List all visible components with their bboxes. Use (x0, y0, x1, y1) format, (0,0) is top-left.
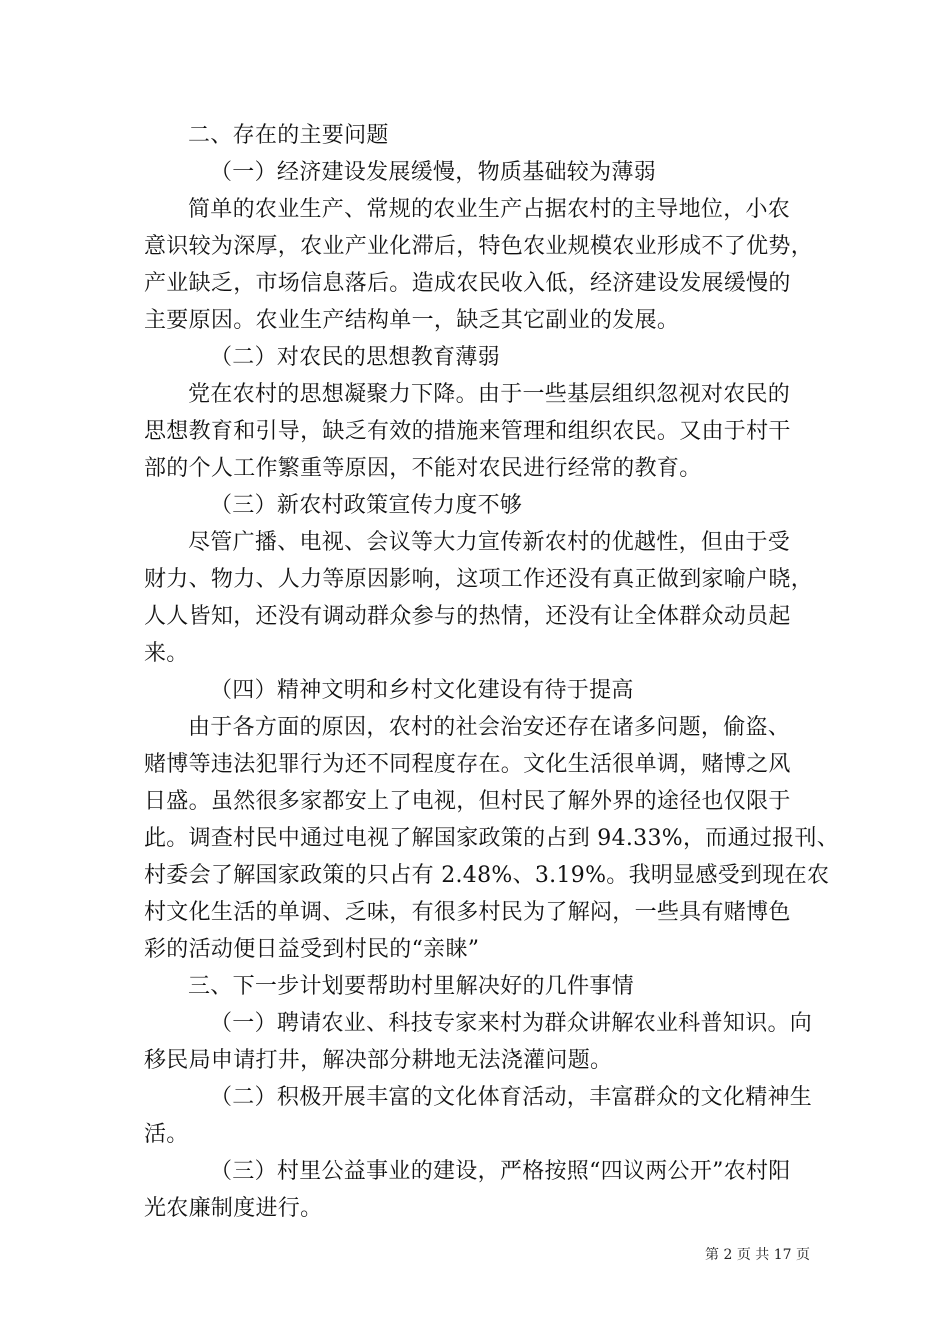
paragraph-line: 产业缺乏，市场信息落后。造成农民收入低，经济建设发展缓慢的 (144, 271, 791, 296)
paragraph-first-line: （二）对农民的思想教育薄弱 (210, 345, 500, 370)
page-number-footer: 第 2 页 共 17 页 (705, 1247, 810, 1263)
document-body (144, 117, 840, 1227)
paragraph-first-line: 由于各方面的原因，农村的社会治安还存在诸多问题，偷盗、 (188, 715, 791, 740)
paragraph-first-line: （一）聘请农业、科技专家来村为群众讲解农业科普知识。向 (210, 1011, 813, 1036)
paragraph-first-line: （三）新农村政策宣传力度不够 (210, 493, 523, 518)
paragraph-line: 来。 (144, 641, 189, 666)
paragraph-line: 主要原因。农业生产结构单一，缺乏其它副业的发展。 (144, 308, 680, 333)
paragraph-line: 村文化生活的单调、乏味，有很多村民为了解闷，一些具有赌博色 (144, 900, 791, 925)
paragraph-line: 财力、物力、人力等原因影响，这项工作还没有真正做到家喻户晓， (144, 567, 814, 592)
paragraph-line: 人人皆知，还没有调动群众参与的热情，还没有让全体群众动员起 (144, 604, 791, 629)
paragraph-first-line: 尽管广播、电视、会议等大力宣传新农村的优越性，但由于受 (188, 530, 791, 555)
paragraph-line: 日盛。虽然很多家都安上了电视，但村民了解外界的途径也仅限于 (144, 789, 791, 814)
paragraph-line: 村委会了解国家政策的只占有 2.48%、3.19%。我明显感受到现在农 (144, 863, 830, 888)
paragraph-first-line: 三、下一步计划要帮助村里解决好的几件事情 (188, 974, 635, 999)
paragraph-first-line: （四）精神文明和乡村文化建设有待于提高 (210, 678, 634, 703)
paragraph-line: 活。 (144, 1122, 189, 1147)
paragraph-first-line: （一）经济建设发展缓慢，物质基础较为薄弱 (210, 160, 657, 185)
paragraph-first-line: 简单的农业生产、常规的农业生产占据农村的主导地位，小农 (188, 197, 791, 222)
paragraph-line: 思想教育和引导，缺乏有效的措施来管理和组织农民。又由于村干 (144, 419, 791, 444)
paragraph-line: 意识较为深厚，农业产业化滞后，特色农业规模农业形成不了优势， (144, 234, 814, 259)
paragraph-line: 移民局申请打井，解决部分耕地无法浇灌问题。 (144, 1048, 613, 1073)
paragraph-first-line: （三）村里公益事业的建设，严格按照“四议两公开”农村阳 (210, 1159, 791, 1184)
paragraph-line: 此。调查村民中通过电视了解国家政策的占到 94.33%，而通过报刊、 (144, 826, 840, 851)
paragraph-line: 光农廉制度进行。 (144, 1196, 323, 1221)
paragraph-first-line: （二）积极开展丰富的文化体育活动，丰富群众的文化精神生 (210, 1085, 813, 1110)
paragraph-line: 彩的活动便日益受到村民的“亲睐” (144, 937, 480, 962)
paragraph-line: 赌博等违法犯罪行为还不同程度存在。文化生活很单调，赌博之风 (144, 752, 791, 777)
paragraph-first-line: 党在农村的思想凝聚力下降。由于一些基层组织忽视对农民的 (188, 382, 791, 407)
paragraph-line: 部的个人工作繁重等原因，不能对农民进行经常的教育。 (144, 456, 702, 481)
paragraph-first-line: 二、存在的主要问题 (188, 123, 389, 148)
